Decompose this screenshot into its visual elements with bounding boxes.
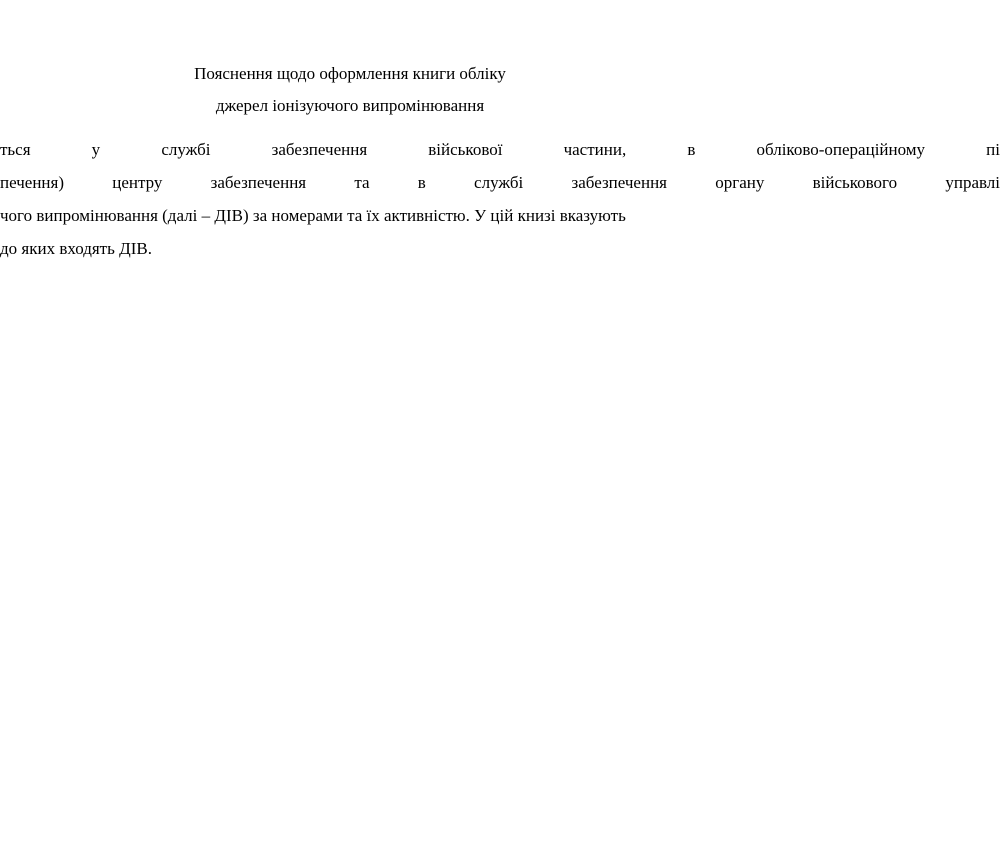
body-text-line-3: чого випромінювання (далі – ДІВ) за номерами та їх активністю. У цій книзі вказують — [0, 206, 626, 225]
document-title-line-2: джерел іонізуючого випромінювання — [215, 96, 485, 115]
body-text-line-1: ться у службі забезпечення військової частини, в обліково-операційному пі — [0, 140, 1000, 159]
body-text-line-4: до яких входять ДІВ. — [0, 239, 152, 258]
document-title-line-1: Пояснення щодо оформлення книги обліку — [194, 64, 506, 83]
body-text-line-2: печення) центру забезпечення та в службі забезпечення органу військового управлі — [0, 173, 1000, 192]
